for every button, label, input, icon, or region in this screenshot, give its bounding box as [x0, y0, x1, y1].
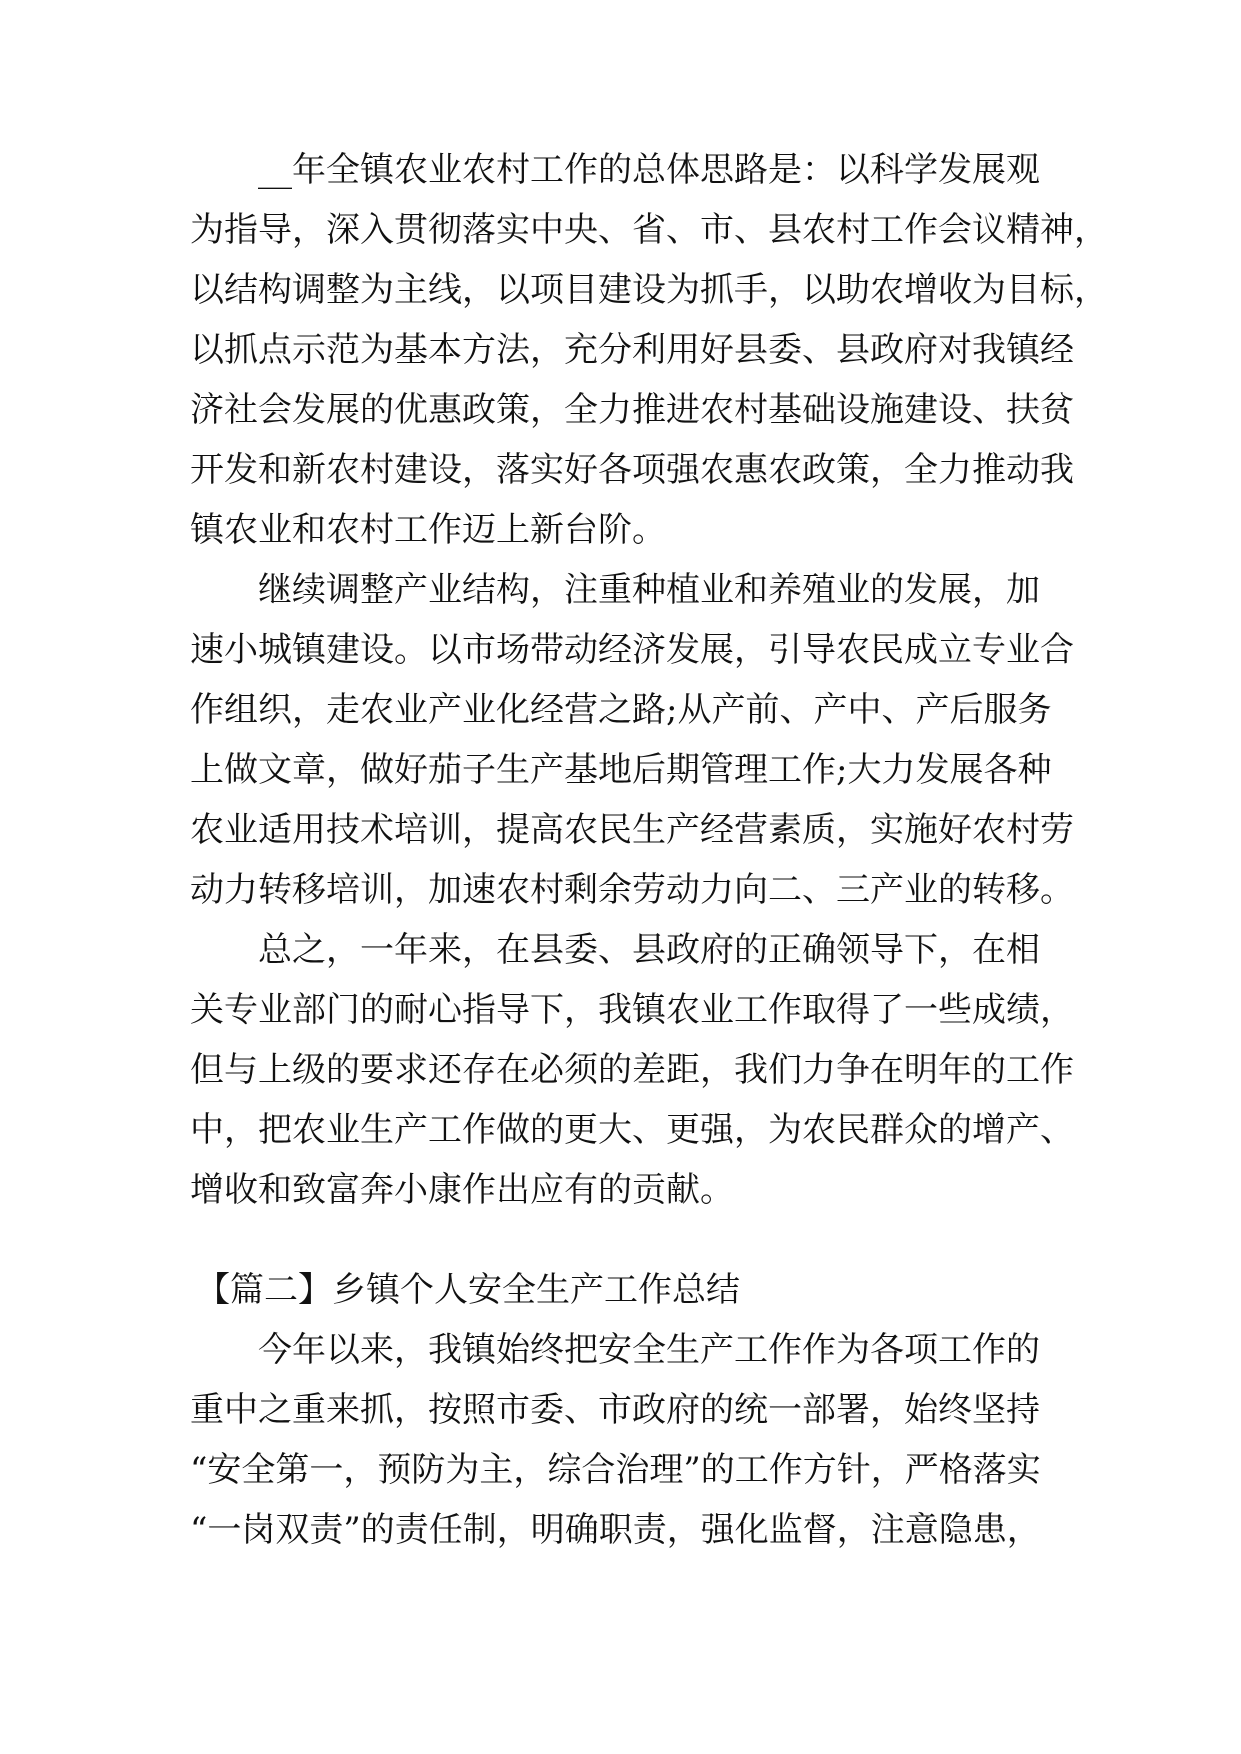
text-line: 镇农业和农村工作迈上新台阶。	[190, 510, 666, 550]
text-line: 作组织，走农业产业化经营之路;从产前、产中、产后服务	[190, 690, 1052, 730]
text-line: 继续调整产业结构，注重种植业和养殖业的发展，加	[258, 570, 1040, 610]
text-line: __年全镇农业农村工作的总体思路是：以科学发展观	[258, 150, 1040, 190]
text-line: 今年以来，我镇始终把安全生产工作作为各项工作的	[258, 1330, 1040, 1370]
text-line: 为指导，深入贯彻落实中央、省、市、县农村工作会议精神，	[190, 210, 1108, 250]
text-line: 速小城镇建设。以市场带动经济发展，引导农民成立专业合	[190, 630, 1074, 670]
text-line: 济社会发展的优惠政策，全力推进农村基础设施建设、扶贫	[190, 390, 1074, 430]
section-heading: 【篇二】乡镇个人安全生产工作总结	[196, 1270, 740, 1310]
text-line: 重中之重来抓，按照市委、市政府的统一部署，始终坚持	[190, 1390, 1040, 1430]
text-line: 总之，一年来，在县委、县政府的正确领导下，在相	[258, 930, 1040, 970]
text-line: 开发和新农村建设，落实好各项强农惠农政策，全力推动我	[190, 450, 1074, 490]
text-line: 以抓点示范为基本方法，充分利用好县委、县政府对我镇经	[190, 330, 1074, 370]
text-line: “安全第一，预防为主，综合治理”的工作方针，严格落实	[190, 1450, 1041, 1490]
text-line: 增收和致富奔小康作出应有的贡献。	[190, 1170, 734, 1210]
text-line: 关专业部门的耐心指导下，我镇农业工作取得了一些成绩，	[190, 990, 1074, 1030]
text-line: 农业适用技术培训，提高农民生产经营素质，实施好农村劳	[190, 810, 1074, 850]
text-line: 以结构调整为主线，以项目建设为抓手，以助农增收为目标，	[190, 270, 1108, 310]
text-line: “一岗双责”的责任制，明确职责，强化监督，注意隐患，	[190, 1510, 1041, 1550]
text-line: 中，把农业生产工作做的更大、更强，为农民群众的增产、	[190, 1110, 1074, 1150]
text-line: 但与上级的要求还存在必须的差距，我们力争在明年的工作	[190, 1050, 1074, 1090]
text-line: 上做文章，做好茄子生产基地后期管理工作;大力发展各种	[190, 750, 1052, 790]
text-line: 动力转移培训，加速农村剩余劳动力向二、三产业的转移。	[190, 870, 1074, 910]
